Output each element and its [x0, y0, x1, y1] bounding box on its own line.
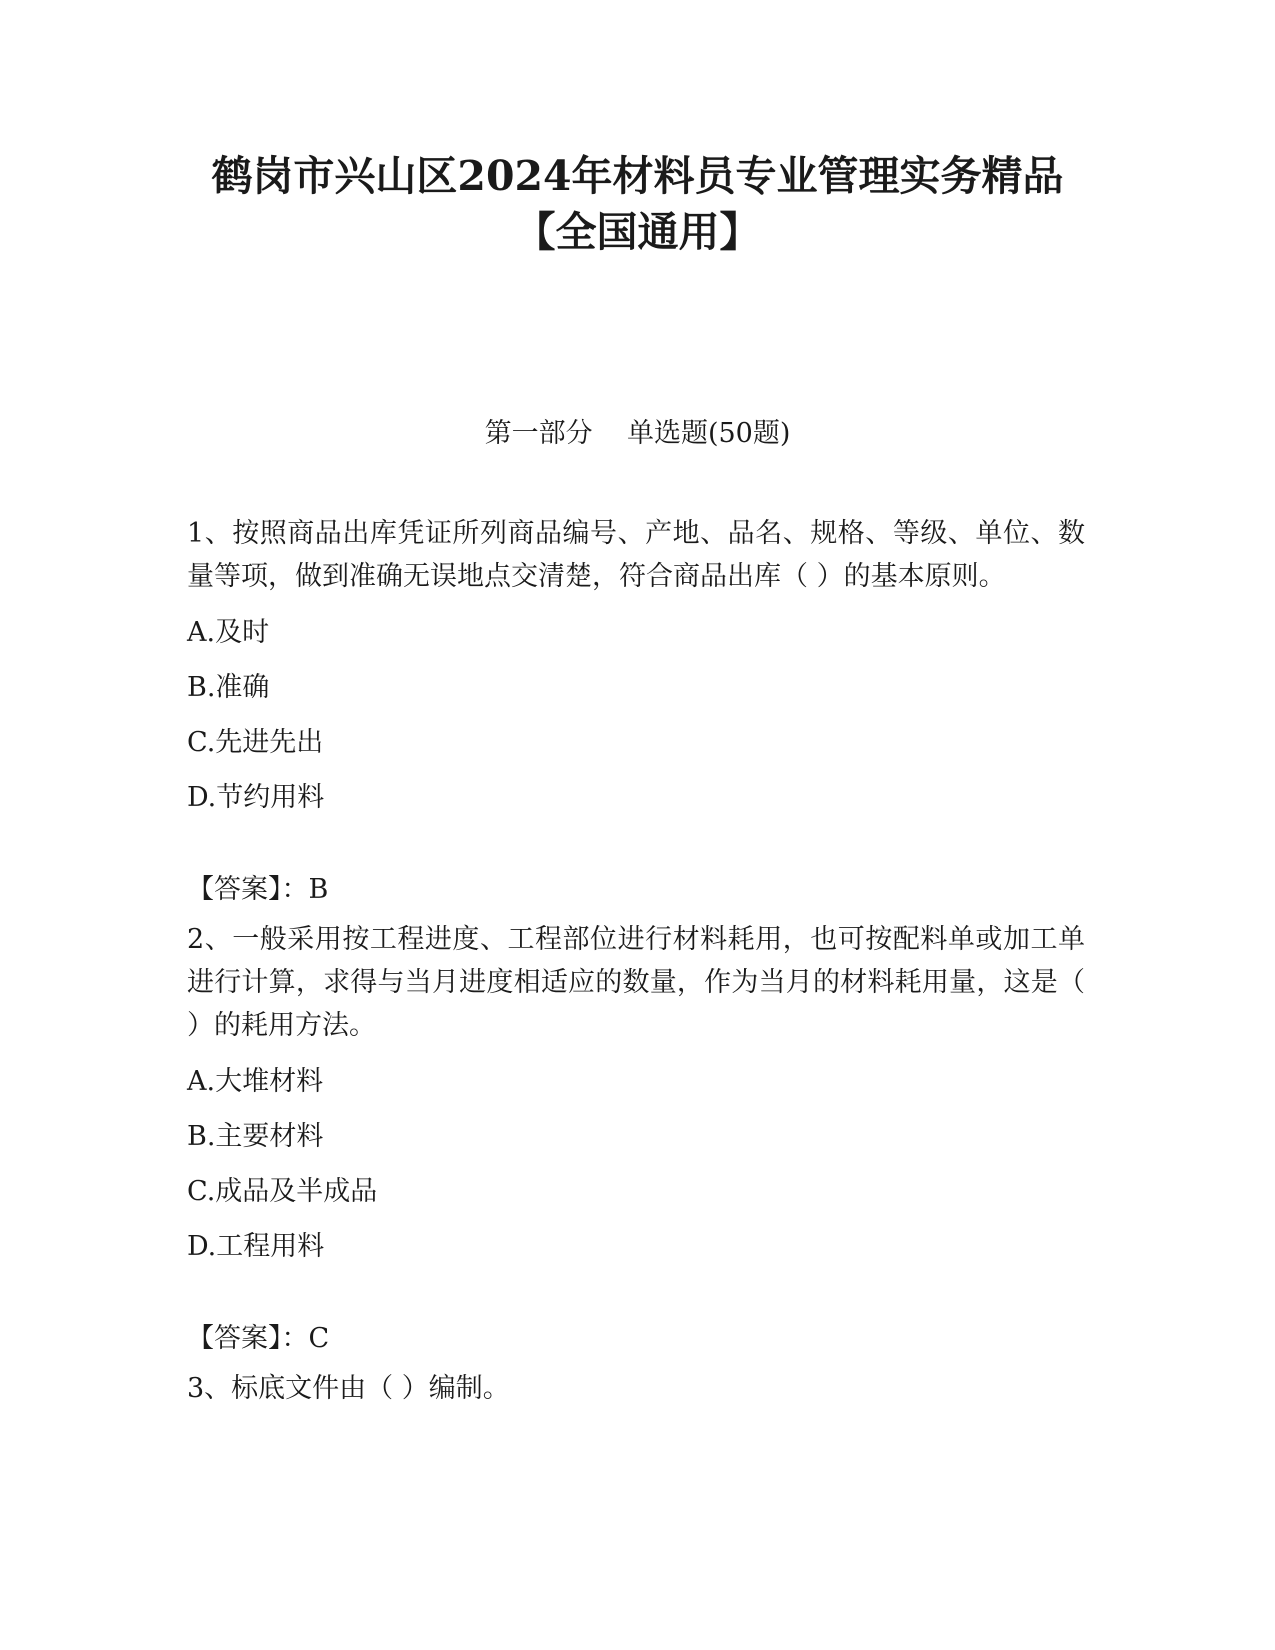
option-d: D.工程用料: [187, 1231, 325, 1262]
question-stem: 3、标底文件由（ ）编制。: [187, 1373, 510, 1404]
option-b: B.准确: [187, 672, 270, 703]
question-1: [187, 512, 1085, 910]
section-heading: 第一部分 单选题(50题): [484, 418, 791, 449]
question-list: [187, 512, 1085, 1410]
question-3: [187, 1367, 1085, 1410]
question-stem: 2、一般采用按工程进度、工程部位进行材料耗用，也可按配料单或加工单进行计算，求得与当月进度相适应的数量，作为当月的材料耗用量，这是（ ）的耗用方法。: [187, 924, 1085, 1041]
question-2: [187, 918, 1085, 1359]
option-d: D.节约用料: [187, 782, 325, 813]
answer-label: 【答案】：C: [187, 1323, 330, 1354]
option-c: C.先进先出: [187, 727, 324, 758]
option-a: A.大堆材料: [187, 1066, 324, 1097]
answer-label: 【答案】：B: [187, 874, 329, 905]
option-a: A.及时: [187, 617, 270, 648]
option-c: C.成品及半成品: [187, 1176, 378, 1207]
option-b: B.主要材料: [187, 1121, 324, 1152]
document-title: 鹤岗市兴山区2024年材料员专业管理实务精品【全国通用】: [211, 152, 1064, 256]
question-stem: 1、按照商品出库凭证所列商品编号、产地、品名、规格、等级、单位、数量等项，做到准确无误地点交清楚，符合商品出库（ ）的基本原则。: [187, 518, 1085, 592]
